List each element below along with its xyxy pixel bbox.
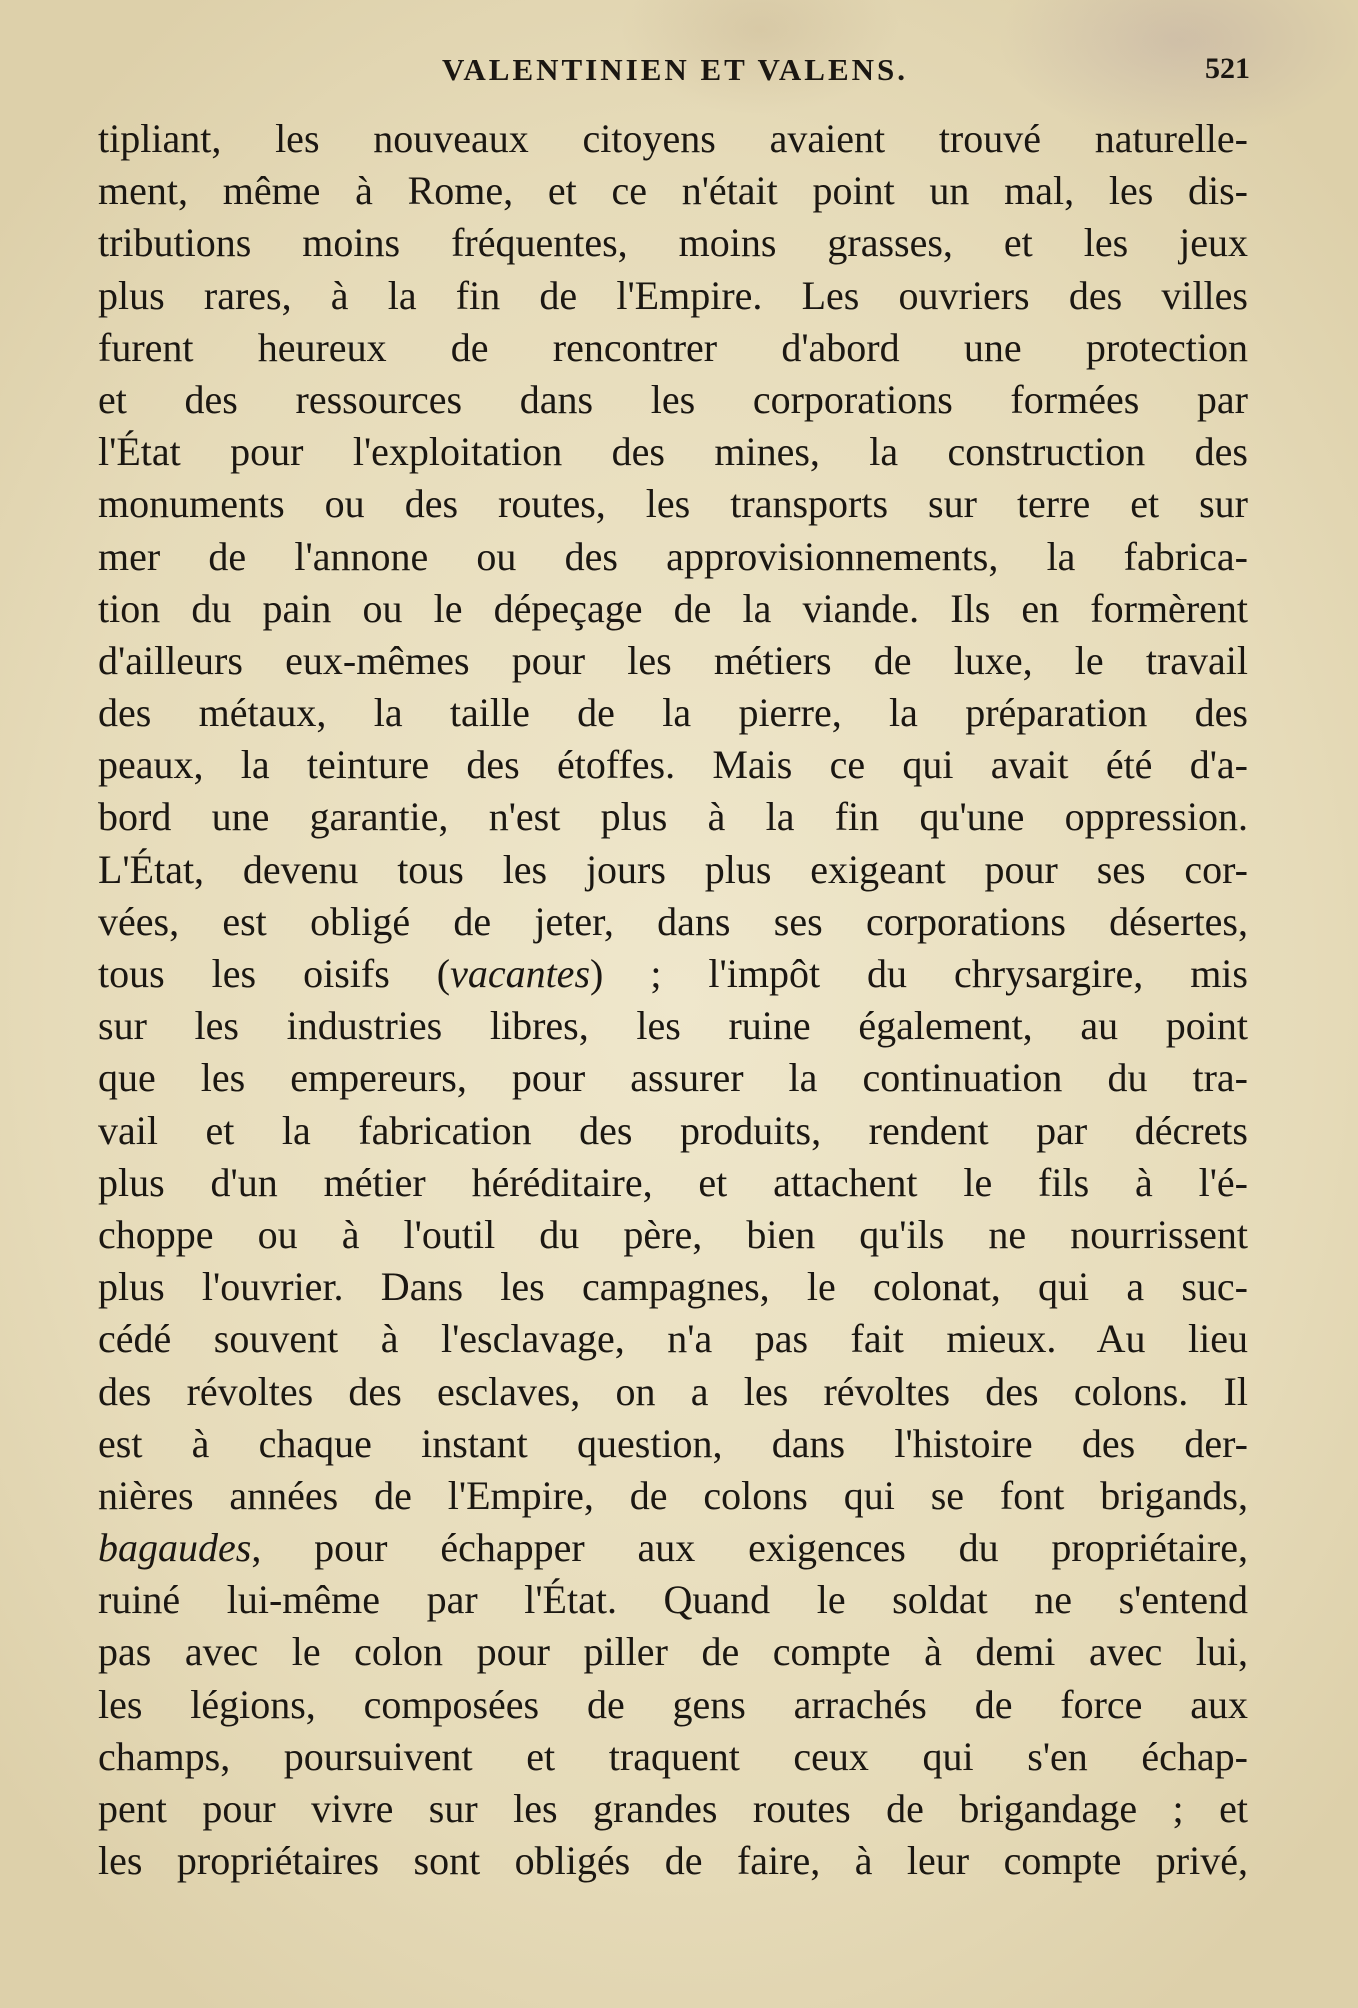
page-number: 521	[1205, 52, 1250, 85]
italic-term: bagaudes	[98, 1525, 252, 1571]
text-line: ruiné lui-même par l'État. Quand le soldat ne s'entend	[98, 1577, 1248, 1623]
text-line: d'ailleurs eux-mêmes pour les métiers de luxe, le travail	[98, 637, 1248, 683]
text-line: les légions, composées de gens arrachés de force aux	[98, 1681, 1248, 1727]
text-line	[98, 1522, 1248, 1574]
text-line: que les empereurs, pour assurer la continuation du tra-	[98, 1055, 1248, 1101]
text-line: peaux, la teinture des étoffes. Mais ce qui avait été d'a-	[98, 742, 1248, 788]
text-segment: tous les oisifs (	[98, 951, 451, 996]
text-line: des révoltes des esclaves, on a les révoltes des colons. Il	[98, 1368, 1248, 1414]
running-title: VALENTINIEN ET VALENS.	[441, 52, 909, 87]
text-line: monuments ou des routes, les transports sur terre et sur	[98, 481, 1248, 527]
text-line: plus l'ouvrier. Dans les campagnes, le colonat, qui a suc-	[98, 1264, 1248, 1310]
text-line: plus rares, à la fin de l'Empire. Les ouvriers des villes	[98, 272, 1248, 318]
text-line: choppe ou à l'outil du père, bien qu'ils ne nourrissent	[98, 1211, 1248, 1257]
text-segment: , pour échapper aux exigences du propriétaire,	[251, 1525, 1248, 1571]
text-line: ment, même à Rome, et ce n'était point un mal, les dis-	[98, 168, 1248, 214]
text-line: vées, est obligé de jeter, dans ses corporations désertes,	[98, 898, 1248, 944]
text-line: tributions moins fréquentes, moins grasses, et les jeux	[98, 220, 1248, 266]
text-line: L'État, devenu tous les jours plus exigeant pour ses cor-	[98, 846, 1248, 892]
text-line: sur les industries libres, les ruine également, au point	[98, 1003, 1248, 1049]
text-segment: ) ; l'impôt du chrysargire, mis	[590, 951, 1248, 996]
text-line: champs, poursuivent et traquent ceux qui s'en échap-	[98, 1733, 1248, 1779]
text-line: nières années de l'Empire, de colons qui se font brigands,	[98, 1472, 1248, 1518]
text-line: est à chaque instant question, dans l'histoire des der-	[98, 1420, 1248, 1466]
body-text	[98, 113, 1248, 1887]
text-line: furent heureux de rencontrer d'abord une protection	[98, 324, 1248, 370]
text-line: l'État pour l'exploitation des mines, la construction des	[98, 429, 1248, 475]
text-line: cédé souvent à l'esclavage, n'a pas fait mieux. Au lieu	[98, 1316, 1248, 1362]
text-line: plus d'un métier héréditaire, et attachent le fils à l'é-	[98, 1159, 1248, 1205]
text-line: vail et la fabrication des produits, rendent par décrets	[98, 1107, 1248, 1153]
text-line: les propriétaires sont obligés de faire, à leur compte privé,	[98, 1838, 1248, 1884]
page-header	[100, 52, 1250, 92]
italic-term: vacantes	[450, 951, 591, 996]
text-line: bord une garantie, n'est plus à la fin qu'une oppression.	[98, 794, 1248, 840]
text-line: mer de l'annone ou des approvisionnements, la fabrica-	[98, 533, 1248, 579]
text-line: des métaux, la taille de la pierre, la préparation des	[98, 690, 1248, 736]
text-line: tion du pain ou le dépeçage de la viande. Ils en formèrent	[98, 585, 1248, 631]
text-line: pas avec le colon pour piller de compte à demi avec lui,	[98, 1629, 1248, 1675]
text-line	[98, 948, 1248, 1000]
text-line: et des ressources dans les corporations formées par	[98, 376, 1248, 422]
text-line: tipliant, les nouveaux citoyens avaient trouvé naturelle-	[98, 116, 1248, 161]
text-line: pent pour vivre sur les grandes routes de brigandage ; et	[98, 1786, 1248, 1831]
